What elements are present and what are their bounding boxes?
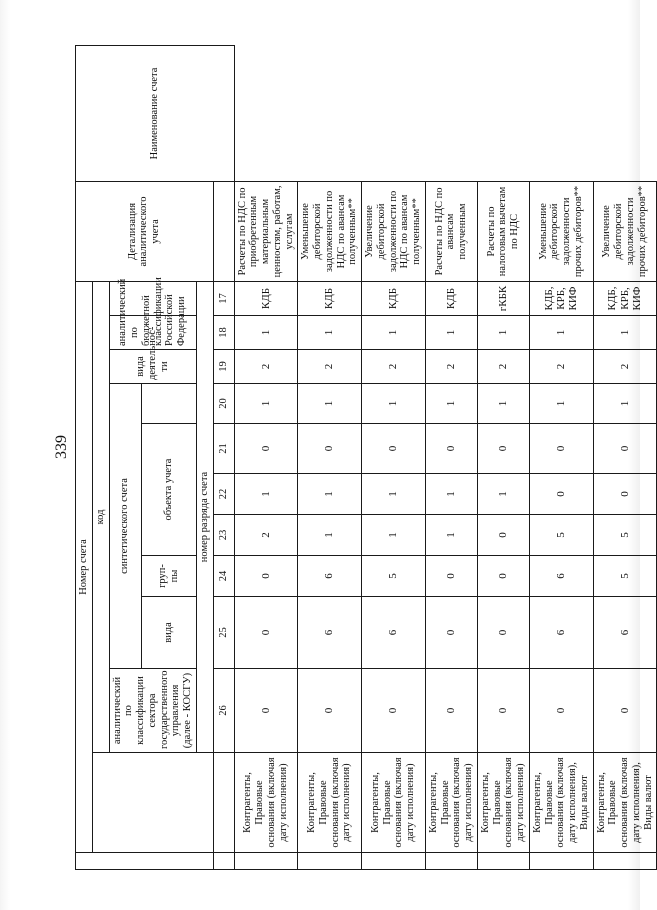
page-number: 339: [53, 435, 70, 459]
cell-26: 0: [298, 669, 362, 753]
blank-row-cell: [234, 853, 298, 870]
row-account-name: Уменьшение дебиторской задолженности прочих дебиторов**: [529, 181, 593, 281]
blank-row-cell: [529, 853, 593, 870]
cell-24: 0: [234, 556, 298, 597]
cell-25: 0: [425, 597, 477, 669]
cell-18: 1: [298, 316, 362, 350]
cell-19: 2: [529, 350, 593, 384]
table-row: [234, 45, 298, 869]
cell-24: 6: [529, 556, 593, 597]
table-row: [298, 45, 362, 869]
table-row: [529, 45, 593, 869]
row-detail: Контрагенты, Правовые основания (включая дату исполнения): [362, 753, 426, 853]
cell-21: 0: [362, 424, 426, 474]
cell-26: 0: [234, 669, 298, 753]
cell-22: 0: [529, 474, 593, 515]
cell-19: 2: [298, 350, 362, 384]
header-code: код: [92, 281, 109, 752]
cell-24: 6: [298, 556, 362, 597]
row-account-name: Расчеты по НДС по авансам полученным: [425, 181, 477, 281]
column-number: 25: [213, 597, 234, 669]
blank-row-cell: [477, 853, 529, 870]
cell-19: 2: [362, 350, 426, 384]
cell-18: 1: [362, 316, 426, 350]
row-detail: Контрагенты, Правовые основания (включая дату исполнения): [298, 753, 362, 853]
header-object: объекта учета: [141, 424, 196, 556]
cell-20: 1: [529, 384, 593, 424]
cell-17: КДБ, КРБ, КИФ: [529, 281, 593, 315]
row-account-name: Уменьшение дебиторской задолженности по НДС по авансам полученным**: [298, 181, 362, 281]
cell-17: КДБ, КРБ, КИФ: [593, 281, 657, 315]
row-account-name: Увеличение дебиторской задолженности прочих дебиторов**: [593, 181, 657, 281]
header-account-name: Наименование счета: [76, 45, 235, 181]
cell-19: 2: [234, 350, 298, 384]
cell-20: 1: [477, 384, 529, 424]
cell-17: КДБ: [362, 281, 426, 315]
cell-24: 5: [362, 556, 426, 597]
row-detail: Контрагенты, Правовые основания (включая дату исполнения), Виды валют: [529, 753, 593, 853]
cell-17: КДБ: [234, 281, 298, 315]
blank-row-cell: [425, 853, 477, 870]
column-number: 19: [213, 350, 234, 384]
header-digit-number: номер разряда счета: [196, 281, 213, 752]
cell-22: 0: [593, 474, 657, 515]
cell-19: 2: [593, 350, 657, 384]
cell-23: 5: [529, 515, 593, 556]
cell-23: 2: [234, 515, 298, 556]
row-detail: Контрагенты, Правовые основания (включая дату исполнения): [234, 753, 298, 853]
blank-row-cell: [298, 853, 362, 870]
cell-24: 0: [477, 556, 529, 597]
column-number: 23: [213, 515, 234, 556]
cell-21: 0: [298, 424, 362, 474]
blank-header-cell: [76, 853, 214, 870]
cell-21: 0: [529, 424, 593, 474]
header-analytic-bk: аналитический по бюджетной классификации Российской Федерации: [109, 316, 196, 350]
cell-26: 0: [529, 669, 593, 753]
column-number: 26: [213, 669, 234, 753]
cell-22: 1: [234, 474, 298, 515]
cell-18: 1: [477, 316, 529, 350]
header-type: вида: [141, 597, 196, 669]
header-detail: Детализация аналитического учета: [76, 181, 214, 281]
cell-23: 5: [593, 515, 657, 556]
blank-row-cell: [593, 853, 657, 870]
column-number: 24: [213, 556, 234, 597]
table-row: [362, 45, 426, 869]
row-account-name: Увеличение дебиторской задолженности по НДС по авансам полученным**: [362, 181, 426, 281]
blank-number-cell: [213, 853, 234, 870]
cell-25: 6: [529, 597, 593, 669]
cell-24: 0: [425, 556, 477, 597]
cell-17: КДБ: [298, 281, 362, 315]
cell-26: 0: [477, 669, 529, 753]
cell-18: 1: [529, 316, 593, 350]
column-number: 22: [213, 474, 234, 515]
cell-19: 2: [425, 350, 477, 384]
cell-25: 6: [593, 597, 657, 669]
row-account-name: Расчеты по НДС по приобретенным материальным ценностям, работам, услугам: [234, 181, 298, 281]
cell-21: 0: [425, 424, 477, 474]
cell-25: 0: [477, 597, 529, 669]
blank-row-cell: [362, 853, 426, 870]
cell-17: КДБ: [425, 281, 477, 315]
cell-22: 1: [477, 474, 529, 515]
cell-25: 6: [362, 597, 426, 669]
cell-20: 1: [425, 384, 477, 424]
rotated-table-wrapper: [75, 67, 654, 870]
cell-23: 1: [362, 515, 426, 556]
column-number: 18: [213, 316, 234, 350]
cell-18: 1: [425, 316, 477, 350]
cell-25: 0: [234, 597, 298, 669]
blank-subheader-cell: [92, 753, 213, 853]
cell-20: 1: [362, 384, 426, 424]
cell-20: 1: [593, 384, 657, 424]
header-account-number: Номер счета: [76, 281, 93, 852]
cell-23: 1: [425, 515, 477, 556]
cell-18: 1: [234, 316, 298, 350]
column-number: 20: [213, 384, 234, 424]
header-group: груп-пы: [141, 556, 196, 597]
cell-20: 1: [298, 384, 362, 424]
table-row: [477, 45, 529, 869]
cell-25: 6: [298, 597, 362, 669]
cell-17: гКБК: [477, 281, 529, 315]
cell-26: 0: [362, 669, 426, 753]
blank-number-cell: [213, 181, 234, 281]
row-detail: Контрагенты, Правовые основания (включая дату исполнения): [477, 753, 529, 853]
cell-23: 0: [477, 515, 529, 556]
blank-number-cell: [213, 753, 234, 853]
cell-24: 5: [593, 556, 657, 597]
cell-23: 1: [298, 515, 362, 556]
cell-26: 0: [593, 669, 657, 753]
header-synthetic: синтетического счета: [109, 384, 141, 669]
cell-21: 0: [234, 424, 298, 474]
accounts-table: [75, 45, 657, 870]
cell-20: 1: [234, 384, 298, 424]
row-detail: Контрагенты, Правовые основания (включая дату исполнения), Виды валют: [593, 753, 657, 853]
column-number: 17: [213, 281, 234, 315]
row-detail: Контрагенты, Правовые основания (включая дату исполнения): [425, 753, 477, 853]
cell-19: 2: [477, 350, 529, 384]
cell-21: 0: [477, 424, 529, 474]
table-row: [425, 45, 477, 869]
cell-26: 0: [425, 669, 477, 753]
cell-21: 0: [593, 424, 657, 474]
cell-22: 1: [362, 474, 426, 515]
column-number: 21: [213, 424, 234, 474]
cell-18: 1: [593, 316, 657, 350]
header-activity: вида деятельнос-ти: [109, 350, 196, 384]
cell-22: 1: [298, 474, 362, 515]
row-account-name: Расчеты по налоговым вычетам по НДС: [477, 181, 529, 281]
table-row: [593, 45, 657, 869]
cell-22: 1: [425, 474, 477, 515]
header-kosgu: аналитический по классификации сектора государственного управления (далее - КОСГУ): [109, 669, 196, 753]
